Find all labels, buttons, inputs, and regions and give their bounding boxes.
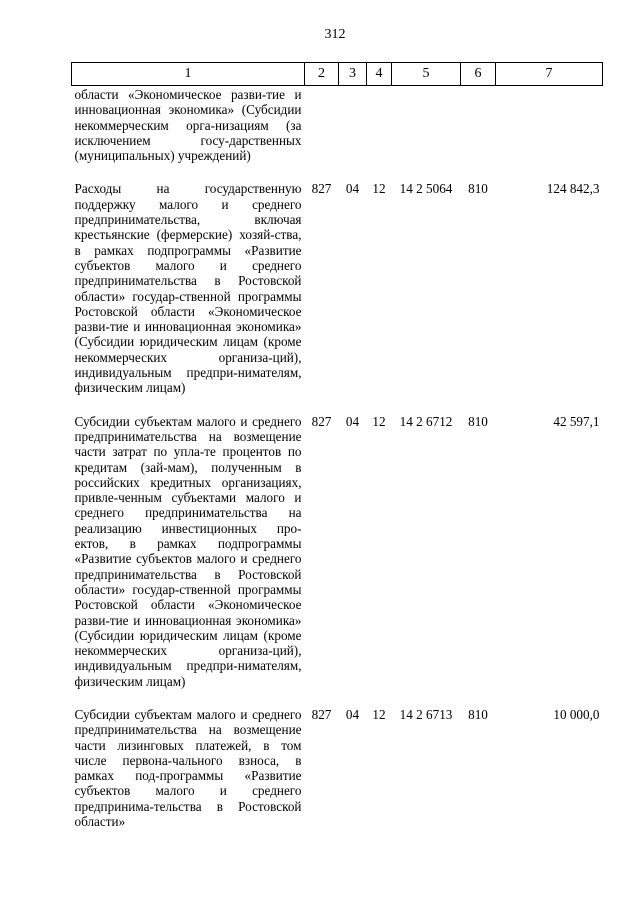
row-subsection bbox=[367, 86, 392, 178]
row-ministry: 827 bbox=[311, 706, 332, 722]
row-description: Субсидии субъектам малого и среднего предпринимательства на возмещение части затрат по упла-те процентов по кредитам (зай-мам), полученным в российских кредитных организациях, привле-ченным субъектами малого и среднего предпринимательства на реализацию инвестиционных про-ектов, в рамках подпрограммы «Развитие субъектов малого и среднего предпринимательства в Ростовской области» государ-ственной программы Ростовской области «Экономическое разви-тие и инновационная экономика» (Субсидии юридическим лицам (кроме некоммерческих организа-ций), индивидуальным предпри-нимателям, физическим лицам) bbox=[74, 413, 302, 689]
row-section: 04 bbox=[345, 706, 360, 722]
row-subsection: 12 bbox=[372, 413, 386, 429]
table-row bbox=[72, 703, 603, 829]
row-target-article: 14 2 5064 bbox=[399, 181, 453, 197]
row-section: 04 bbox=[345, 413, 360, 429]
row-target-article bbox=[392, 86, 461, 178]
row-ministry bbox=[305, 86, 339, 178]
row-amount: 42 597,1 bbox=[553, 413, 600, 429]
row-amount: 10 000,0 bbox=[553, 706, 600, 722]
table-row bbox=[72, 177, 603, 409]
row-subsection: 12 bbox=[372, 181, 386, 197]
row-description: Расходы на государственную поддержку малого и среднего предпринимательства, включая крестьянские (фермерские) хозяй-ства, в рамках подпрограммы «Развитие субъектов малого и среднего предпринимательства в Ростовской области» государ-ственной программы Ростовской области «Экономическое разви-тие и инновационная экономика» (Субсидии юридическим лицам (кроме некоммерческих организа-ций), индивидуальным предпри-нимателям, физическим лицам) bbox=[74, 181, 302, 396]
column-header-target-article: 5 bbox=[392, 63, 461, 86]
table-row bbox=[72, 410, 603, 703]
row-expense-type: 810 bbox=[468, 181, 488, 197]
table-row bbox=[72, 86, 603, 178]
column-header-ministry: 2 bbox=[305, 63, 339, 86]
row-description: области «Экономическое разви-тие и инновационная экономика» (Субсидии некоммерческим орга-низациям (за исключением госу-дарственных (муниципальных) учреждений) bbox=[74, 87, 302, 164]
row-section bbox=[339, 86, 367, 178]
row-expense-type: 810 bbox=[468, 413, 488, 429]
budget-table bbox=[71, 62, 603, 829]
row-section: 04 bbox=[345, 181, 360, 197]
column-header-description: 1 bbox=[72, 63, 305, 86]
row-target-article: 14 2 6712 bbox=[399, 413, 453, 429]
row-amount bbox=[496, 86, 603, 178]
table-header-row bbox=[72, 63, 603, 86]
column-header-section: 3 bbox=[339, 63, 367, 86]
row-ministry: 827 bbox=[311, 181, 332, 197]
column-header-subsection: 4 bbox=[367, 63, 392, 86]
column-header-amount: 7 bbox=[496, 63, 603, 86]
row-description: Субсидии субъектам малого и среднего предпринимательства на возмещение части лизинговых платежей, в том числе первона-чального взноса, в рамках под-программы «Развитие субъектов малого и среднего предпринима-тельства в Ростовской области» bbox=[74, 706, 302, 830]
row-ministry: 827 bbox=[311, 413, 332, 429]
row-subsection: 12 bbox=[372, 706, 386, 722]
row-expense-type: 810 bbox=[468, 706, 488, 722]
row-expense-type bbox=[461, 86, 496, 178]
row-target-article: 14 2 6713 bbox=[399, 706, 453, 722]
row-amount: 124 842,3 bbox=[546, 181, 600, 197]
page-number: 312 bbox=[324, 27, 346, 42]
column-header-expense-type: 6 bbox=[461, 63, 496, 86]
